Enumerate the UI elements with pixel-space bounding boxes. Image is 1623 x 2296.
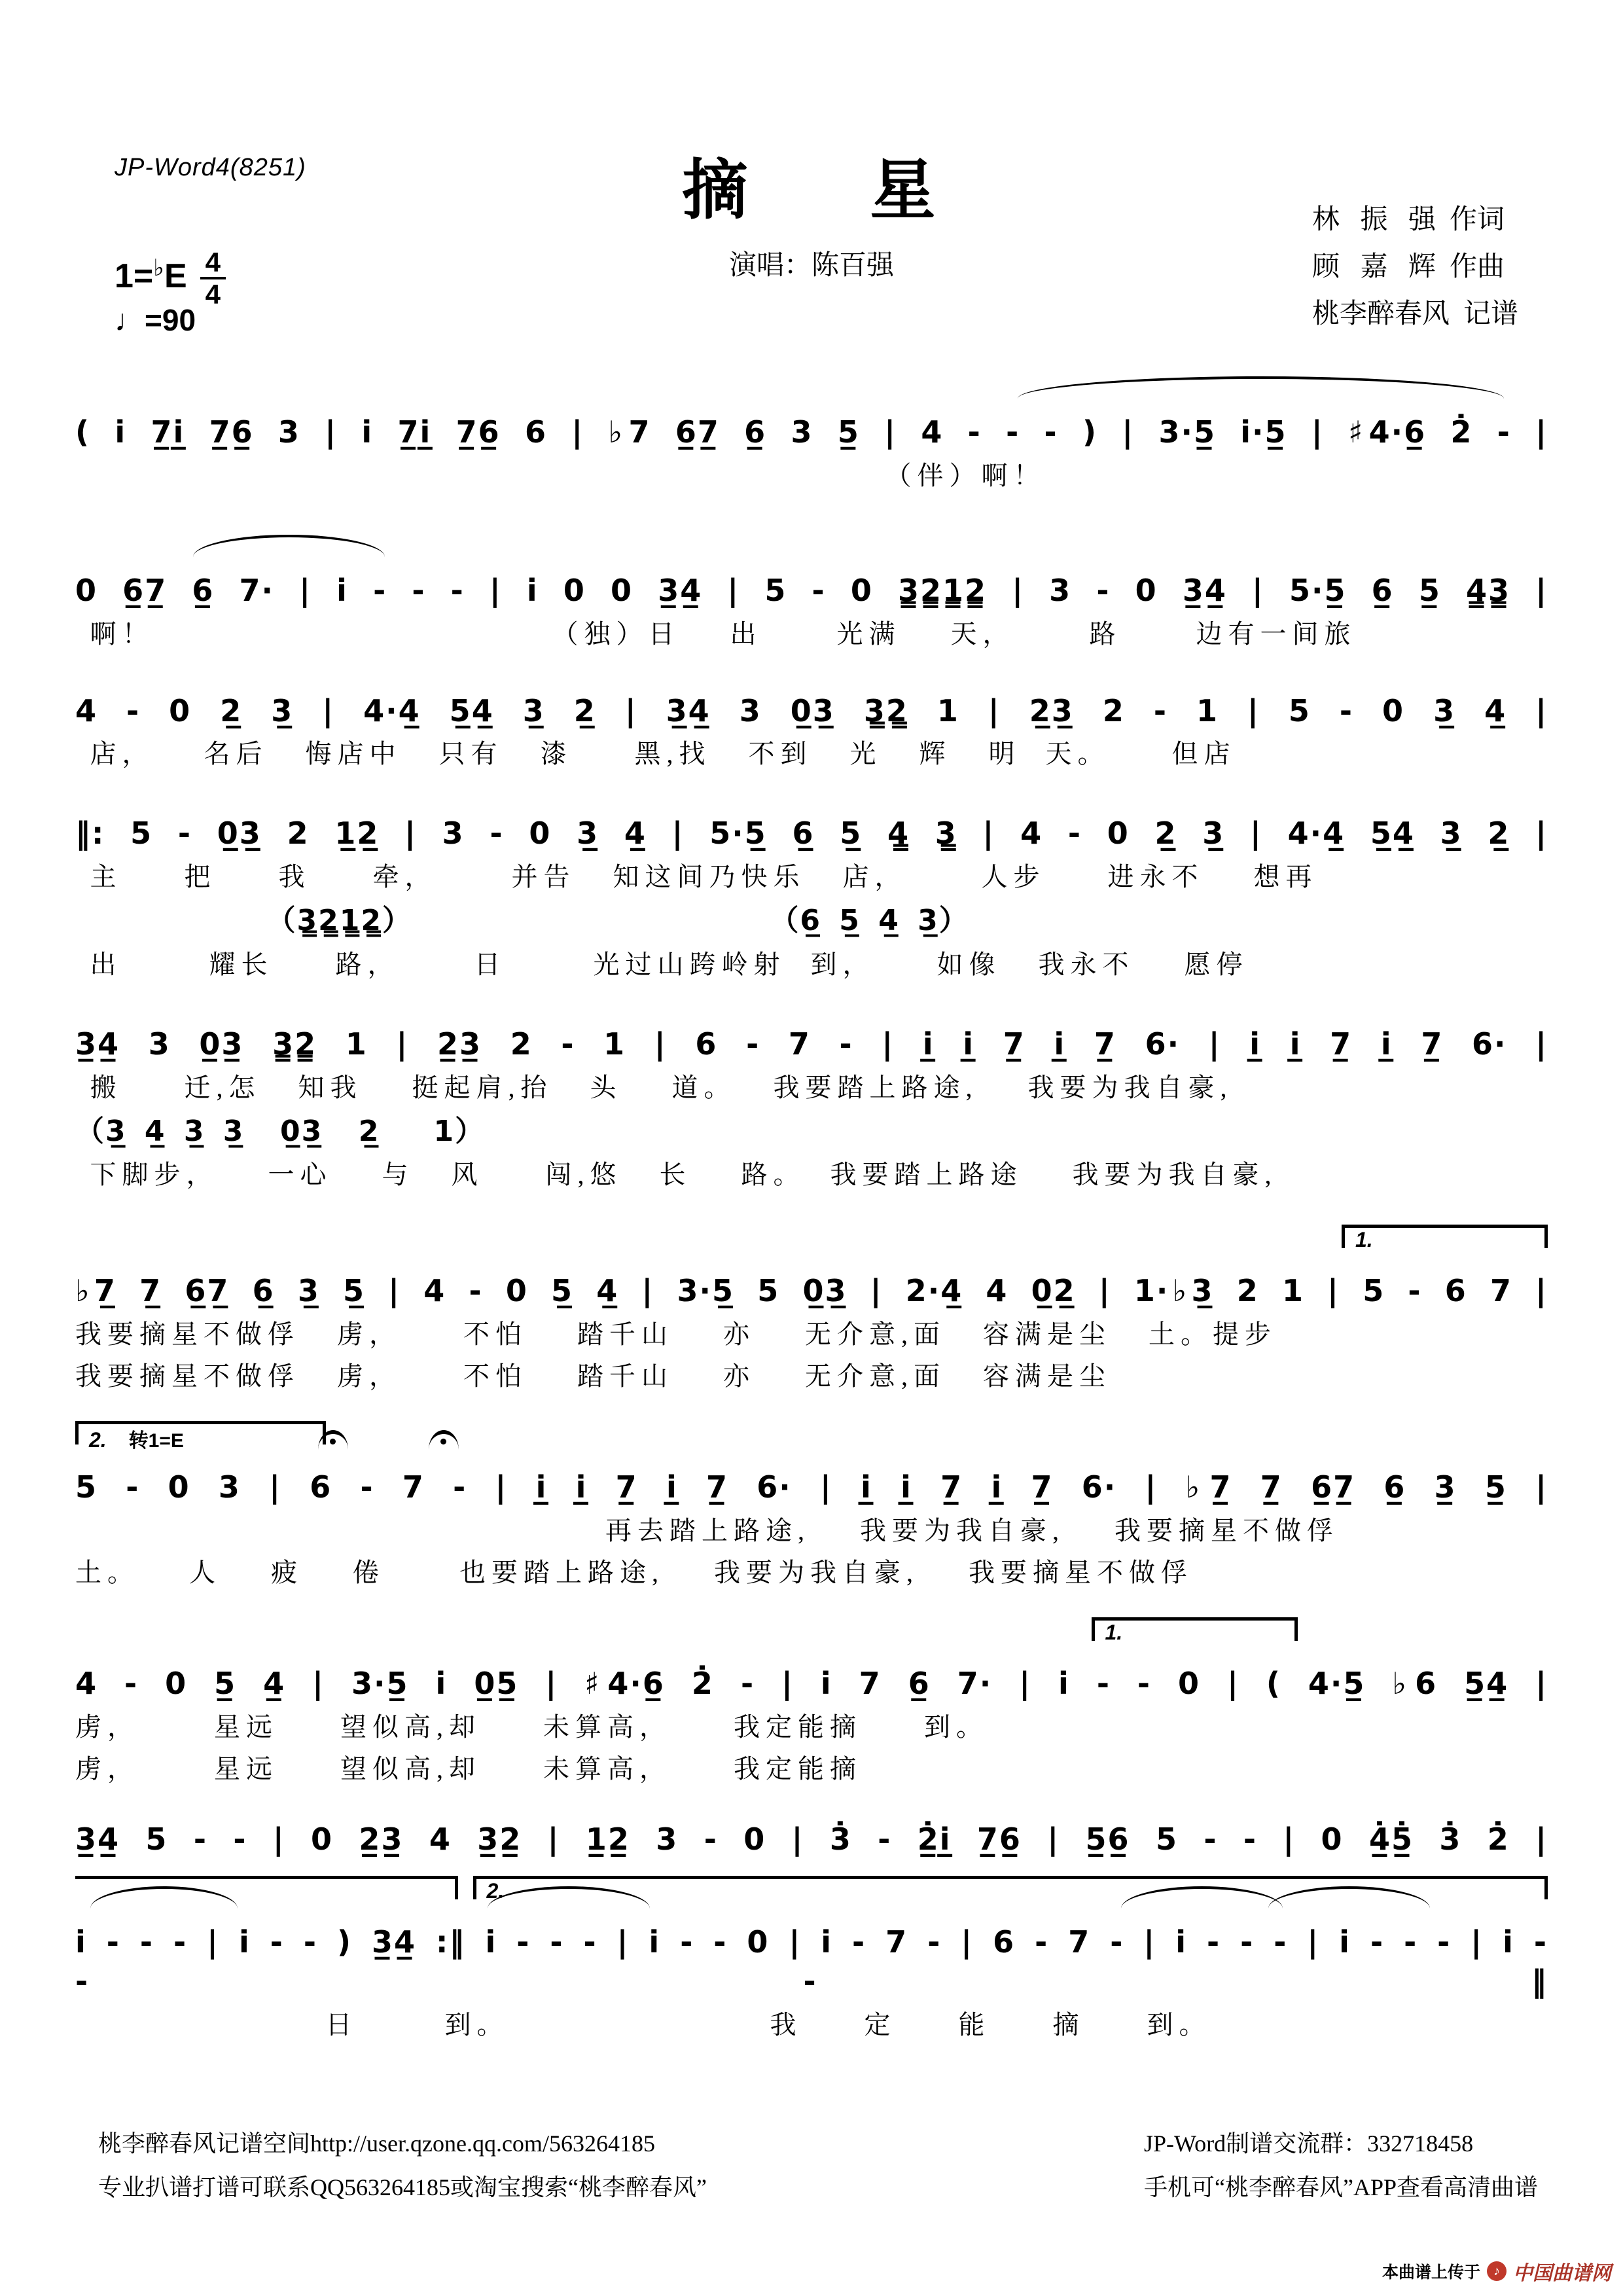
key-change-label: 转1=E	[128, 1429, 184, 1452]
time-signature-denominator: 4	[205, 279, 221, 310]
lyrics-row: 土。 人 疲 倦 也要踏上路途, 我要为我自豪, 我要摘星不做俘	[75, 1557, 1193, 1587]
footer-contact-line: 专业扒谱打谱可联系QQ563264185或淘宝搜索“桃李醉春风”	[98, 2174, 707, 2200]
music-system	[75, 522, 1548, 653]
singer-label: 演唱：陈百强	[728, 251, 894, 281]
footer-app-line: 手机可“桃李醉春风”APP查看高清曲谱	[1144, 2174, 1538, 2200]
lyrics-row: 出 耀长 路， 日 光过山跨岭射 到， 如像 我永不 愿停	[90, 949, 1249, 979]
credits-block	[1312, 196, 1518, 338]
slur-mark	[1018, 376, 1504, 399]
volta-number: 1.	[1105, 1620, 1123, 1644]
lyrics-row: 日 到。 我 定 能 摘 到。	[325, 2009, 1211, 2039]
site-watermark	[1382, 2257, 1611, 2286]
footer	[98, 2122, 1538, 2209]
music-system	[75, 1418, 1548, 1591]
tempo-value: =90	[145, 303, 196, 337]
lyrics-row: 主 把 我 牵， 并告 知这间乃快乐 店， 人步 进永不 想再	[90, 862, 1318, 892]
watermark-prefix: 本曲谱上传于	[1382, 2263, 1480, 2282]
watermark-brand: 中国曲谱网	[1513, 2263, 1611, 2284]
notation-row: ‖: 5 - 0̲3̲ 2 1̲2̲ | 3 - 0 3̲ 4̲ | 5·5̲ 6̲ 5̲ 4̳ 3̳ | 4 - 0 2̲ 3̲ | 4·4̲ 5̲4̲ 3̲ 2̲ |	[75, 816, 1548, 852]
music-note-logo-icon: ♪	[1487, 2261, 1507, 2281]
song-title: 摘 星	[682, 154, 941, 227]
footer-right	[1144, 2122, 1538, 2209]
music-system	[75, 363, 1548, 494]
lyrics-row: 下脚步， 一心 与 风 闯,悠 长 路。 我要踏上路途 我要为我自豪,	[90, 1160, 1277, 1190]
volta-bracket	[1092, 1617, 1298, 1644]
notation-row: 4 - 0 2̲ 3̲ | 4·4̲ 5̲4̲ 3̲ 2̲ | 3̲4̲ 3 0̲3̲ 3̳2̳ 1 | 2̲3̲ 2 - 1 | 5 - 0 3̲ 4̲ |	[75, 692, 1548, 728]
lyrics-row: 我要摘星不做俘 虏， 不怕 踏千山 亦 无介意,面 容满是尘 土。提步	[75, 1319, 1277, 1349]
echo-notes-row: （3̲ 4̲ 3̲ 3̲ 0̲3̲ 2̲ 1）	[75, 1114, 486, 1148]
slur-mark	[193, 535, 385, 557]
notation-row: 4 - 0 5̲ 4̲ | 3·5̲ i 0̲5̲ | ♯4·6̲ 2̇ - | i 7 6̲ 7· | i - - 0 | ( 4·5̲ ♭6 5̲4̲ |	[75, 1665, 1548, 1701]
composer-credit: 顾 嘉 辉 作曲	[1311, 252, 1505, 283]
music-system	[75, 1012, 1548, 1193]
lyrics-row: 我要摘星不做俘 虏， 不怕 踏千山 亦 无介意,面 容满是尘	[75, 1361, 1111, 1391]
lyrics-row: 啊！ （独）日 出 光满 天， 路 边有一间旅	[90, 619, 1357, 649]
volta-bracket	[75, 1421, 326, 1452]
footer-qzone-link: 桃李醉春风记谱空间http://user.qzone.qq.com/563264185	[98, 2130, 655, 2157]
key-signature	[115, 247, 226, 310]
volta-bracket	[1342, 1225, 1548, 1252]
key-letter: E	[164, 257, 187, 296]
lyrics-row: 再去踏上路途, 我要为我自豪, 我要摘星不做俘	[605, 1515, 1339, 1545]
footer-qq-group: JP-Word制谱交流群：332718458	[1144, 2130, 1474, 2157]
lyrics-row: 虏， 星远 望似高,却 未算高， 我定能摘	[75, 1753, 862, 1784]
volta-number: 1.	[1355, 1228, 1373, 1252]
music-system	[75, 679, 1548, 773]
echo-notes-row: （3̳2̳1̳2̳） （6̲ 5̲ 4̲ 3̲）	[266, 904, 969, 938]
music-system	[75, 1615, 1548, 1787]
notation-row: ♭7̲ 7̲ 6̲7̲ 6̲ 3̲ 5̲ | 4 - 0 5̲ 4̲ | 3·5̲ 5 0̲3̲ | 2·4̲ 4 0̲2̲ | 1·♭3̲ 2 1 | 5 - 6 7 |	[75, 1273, 1548, 1309]
music-system	[75, 1873, 1548, 2043]
music-system	[75, 1807, 1548, 1859]
tempo-marking	[115, 302, 196, 338]
score	[75, 363, 1548, 2043]
notation-row: i - - - | i - - ) 3̲4̲ :‖ i - - - | i - - 0 | i - 7 - | 6 - 7 - | i - - - | i - - - | i - - - ‖	[75, 1924, 1548, 2000]
time-signature-numerator: 4	[200, 247, 226, 279]
music-system	[75, 801, 1548, 982]
generator-tag: JP-Word4(8251)	[115, 154, 306, 181]
notation-row: 3̲4̲ 5 - - | 0 2̲3̲ 4 3̲2̲ | 1̲2̲ 3 - 0 | 3̇ - 2̲̇i̲ 7̲6̲ | 5̲6̲ 5 - - | 0 4̲̇5̲̇ 3̇ 2̇ |	[75, 1821, 1548, 1857]
notation-row: 3̲4̲ 3 0̲3̲ 3̳2̳ 1 | 2̲3̲ 2 - 1 | 6 - 7 - | i̲ i̲ 7̲ i̲ 7̲ 6· | i̲ i̲ 7̲ i̲ 7̲ 6· |	[75, 1026, 1548, 1062]
transcriber-credit: 桃李醉春风 记谱	[1311, 299, 1518, 330]
lyrics-row: （伴）啊！	[885, 460, 1046, 490]
lyrics-row: 店， 名后 悔店中 只有 漆 黑,找 不到 光 辉 明 天。 但店	[90, 739, 1236, 769]
volta-number: 2.	[486, 1879, 505, 1903]
fermata-mark	[429, 1430, 459, 1450]
notation-row: ( i 7̲i̲ 7̲6̲ 3 | i 7̲i̲ 7̲6̲ 6 | ♭7 6̲7̲ 6̲ 3 5̲ | 4 - - - ) | 3·5̲ i·5̲ | ♯4·6̲ 2̇ - |	[75, 414, 1548, 450]
time-signature	[200, 247, 226, 310]
notation-row: 5 - 0 3 | 6 - 7 - | i̲ i̲ 7̲ i̲ 7̲ 6· | i̲ i̲ 7̲ i̲ 7̲ 6· | ♭7̲ 7̲ 6̲7̲ 6̲ 3̲ 5̲ |	[75, 1469, 1548, 1505]
music-system	[75, 1222, 1548, 1395]
notation-row: 0 6̲7̲ 6̲ 7· | i - - - | i 0 0 3̲4̲ | 5 - 0 3̳2̳1̳2̳ | 3 - 0 3̲4̲ | 5·5̲ 6̲ 5̲ 4̳3̳ |	[75, 572, 1548, 608]
lyrics-row: 虏， 星远 望似高,却 未算高， 我定能摘 到。	[75, 1712, 988, 1742]
lyricist-credit: 林 振 强 作词	[1311, 205, 1505, 235]
flat-icon: ♭	[153, 255, 164, 281]
volta-number: 2.	[89, 1427, 107, 1452]
lyrics-row: 搬 迁,怎 知我 挺起肩,抬 头 道。 我要踏上路途, 我要为我自豪,	[90, 1072, 1233, 1102]
quarter-note-icon: ♩	[115, 303, 145, 337]
footer-left	[98, 2122, 707, 2209]
key-prefix: 1=	[115, 257, 154, 296]
